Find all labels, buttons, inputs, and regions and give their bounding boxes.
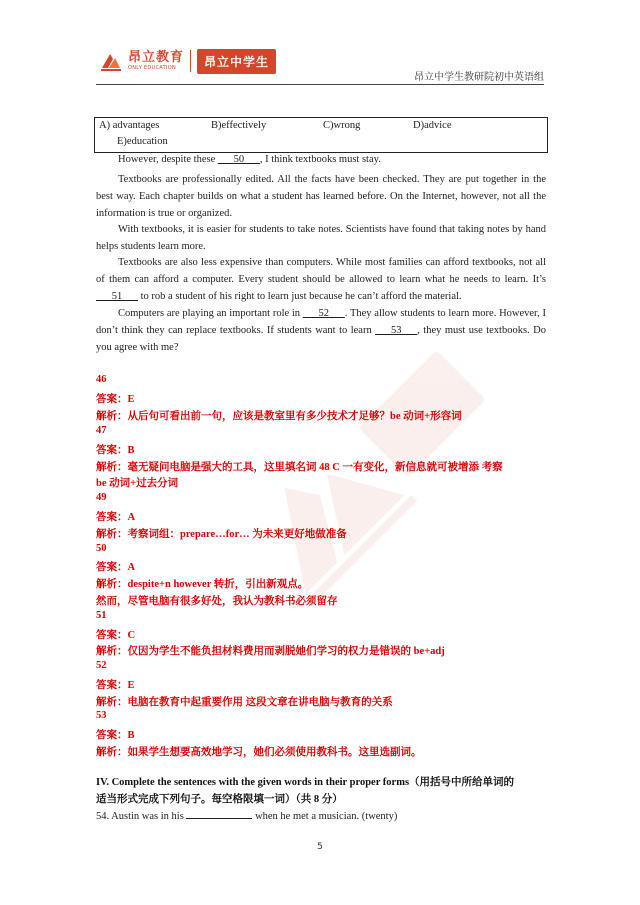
option-a: A) advantages (99, 120, 160, 131)
blank-52: ___52___ (302, 308, 345, 319)
answer-line: 解析：从后句可看出前一句，应该是教室里有多少技术才足够？be 动词+形容词 (96, 411, 462, 422)
blank-50: ___50___ (217, 154, 260, 165)
answer-line: 解析：考察词组：prepare…for… 为未来更好地做准备 (96, 529, 347, 540)
brand-logo (98, 46, 276, 76)
question-54: 54. Austin was in his when he met a musician. (twenty) (96, 808, 397, 822)
answer-line: 51 (96, 610, 107, 621)
logo-mark-icon (98, 48, 124, 74)
answer-line: 解析：despite+n however 转折，引出新观点。 (96, 579, 309, 590)
header-organization: 昂立中学生教研院初中英语组 (414, 72, 544, 83)
answer-line: 答案：A (96, 562, 136, 573)
passage-paragraph-3: With textbooks, it is easier for students to take notes. Scientists have found that taking notes by hand helps students learn more. (96, 224, 546, 252)
blank-53: ___53___ (375, 325, 418, 336)
answer-line: 50 (96, 543, 107, 554)
passage-paragraph-5: Computers are playing an important role in ___52___. They allow students to learn more. However, I don’t think they can replace textbooks. If students want to learn ___53___, they must use textbooks. Do you agree with me? (96, 308, 546, 353)
word-options-box (94, 117, 548, 153)
answer-line: be 动词+过去分词 (96, 478, 179, 489)
answer-line: 52 (96, 660, 107, 671)
answer-line: 答案：B (96, 445, 135, 456)
logo-chinese-name: 昂立教育 (128, 50, 185, 65)
header-divider (96, 84, 544, 85)
answer-line: 解析：仅因为学生不能负担材料费用而剥脱她们学习的权力是错误的 be+adj (96, 646, 445, 657)
answer-blank-54[interactable] (186, 808, 252, 819)
option-d: D)advice (413, 120, 452, 131)
answer-line: 49 (96, 492, 107, 503)
blank-51: ___51___ (96, 291, 138, 302)
answer-line: 解析：电脑在教育中起重要作用 这段文章在讲电脑与教育的关系 (96, 697, 393, 708)
answer-line: 46 (96, 374, 107, 385)
logo-english-name: ONLY EDUCATION (128, 65, 177, 71)
passage-paragraph-4: Textbooks are also less expensive than computers. While most families can afford textbooks, not all of them can afford a computer. Every student should be allowed to learn what he needs to learn. It’s ___51___ to rob a student of his right to learn just because he can’t afford the material. (96, 257, 546, 302)
answer-line: 解析：如果学生想要高效地学习，她们必须使用教科书。这里选副词。 (96, 747, 422, 758)
answer-line: 答案：E (96, 680, 135, 691)
watermark-logo (190, 330, 520, 660)
brand-badge: 昂立中学生 (197, 49, 276, 74)
answer-line: 然而，尽管电脑有很多好处，我认为教科书必须留存 (96, 596, 338, 607)
answer-line: 答案：A (96, 512, 136, 523)
passage-paragraph-2: Textbooks are professionally edited. All the facts have been checked. They are put together in the best way. Each chapter builds on what a student has learned before. On the Internet, however, not all the information is true or organized. (96, 174, 546, 219)
answer-line: 53 (96, 710, 107, 721)
answer-line: 答案：B (96, 730, 135, 741)
option-e: E)education (117, 136, 168, 147)
section-iv-heading: IV. Complete the sentences with the given words in their proper forms（用括号中所给单词的 适当形式完成下列句子。每空格限填一词）（共 8 分） (96, 777, 515, 805)
logo-divider (190, 50, 191, 72)
option-b: B)effectively (211, 120, 267, 131)
passage-paragraph-1: However, despite these ___50___, I think textbooks must stay. (118, 154, 381, 165)
answer-line: 解析：毫无疑问电脑是强大的工具，这里填名词 48 C 一有变化，新信息就可被增添 考察 (96, 462, 503, 473)
page-number: 5 (317, 842, 323, 852)
option-c: C)wrong (323, 120, 361, 131)
answer-line: 答案：E (96, 394, 135, 405)
answer-line: 答案：C (96, 630, 136, 641)
answer-line: 47 (96, 425, 107, 436)
